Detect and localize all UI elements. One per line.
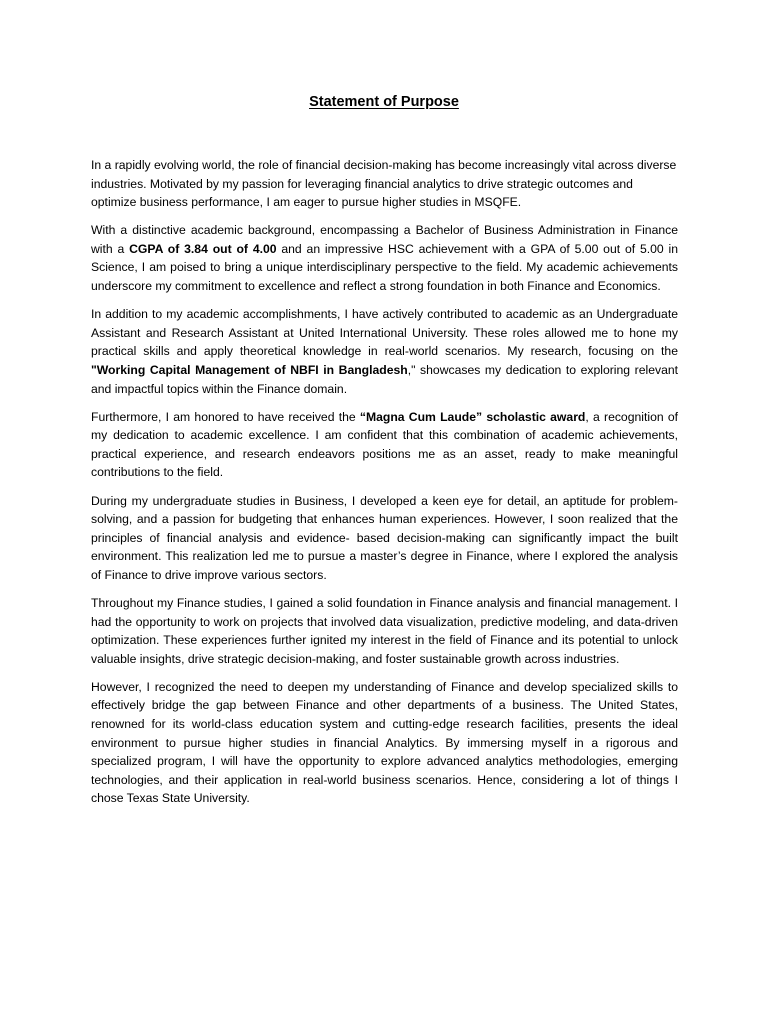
paragraph-award [91, 408, 678, 482]
paragraph-academic-background [91, 221, 678, 295]
paragraph-intro-text: In a rapidly evolving world, the role of financial decision-making has become increasingly vital across diverse industries. Motivated by my passion for leveraging financial analytics to drive strategic outcomes and optimize business performance, I am eager to pursue higher studies in MSQFE. [91, 158, 677, 210]
paragraph-research [91, 305, 678, 398]
paragraph-intro [91, 156, 678, 212]
paragraph-academic-background-text-a: With a distinctive academic background, encompassing a Bachelor of Business Administration in Finance with a [91, 223, 678, 256]
paragraph-award-text-a: Furthermore, I am honored to have received the [91, 409, 360, 424]
award-highlight: “Magna Cum Laude” scholastic award [359, 409, 586, 424]
research-title-highlight: "Working Capital Management of NBFI in Bangladesh [91, 362, 408, 377]
paragraph-conclusion-text: However, I recognized the need to deepen my understanding of Finance and develop specialized skills to effectively bridge the gap between Finance and other departments of a business. The United States, renowned for its world-class education system and cutting-edge research facilities, presents the ideal environment to pursue higher studies in financial Analytics. By immersing myself in a rigorous and specialized program, I will have the opportunity to explore advanced analytics methodologies, emerging technologies, and their application in real-world business scenarios. Hence, considering a lot of things I chose Texas State University. [91, 679, 678, 806]
paragraph-research-text-c: ," showcases my dedication to exploring relevant and impactful topics within the Finance domain. [91, 362, 679, 396]
document-title-text: Statement of Purpose [309, 94, 459, 110]
paragraph-research-text-a: In addition to my academic accomplishments, I have actively contributed to academic as an Undergraduate Assistant and Research Assistant at United International University. These roles allowed me to hone my practical skills and apply theoretical knowledge in real-world scenarios. My research, focusing on the [91, 307, 678, 359]
paragraph-conclusion [91, 678, 678, 808]
document-body [91, 156, 678, 818]
cgpa-highlight: CGPA of 3.84 out of 4.00 [129, 241, 277, 256]
paragraph-finance-studies-text: Throughout my Finance studies, I gained a solid foundation in Finance analysis and financial management. I had the opportunity to work on projects that involved data visualization, predictive modeling, and data-driven optimization. These experiences further ignited my interest in the field of Finance and its potential to unlock valuable insights, drive strategic decision-making, and foster sustainable growth across industries. [91, 595, 678, 666]
paragraph-award-text-c: , a recognition of my dedication to academic excellence. I am confident that this combination of academic achievements, practical experience, and research endeavors positions me as an asset, ready to make meaningful contributions to the field. [91, 409, 679, 480]
paragraph-finance-studies [91, 594, 678, 668]
paragraph-academic-background-text-c: and an impressive HSC achievement with a GPA of 5.00 out of 5.00 in Science, I am poised to bring a unique interdisciplinary perspective to the field. My academic achievements underscore my commitment to excellence and reflect a strong foundation in both Finance and Economics. [91, 241, 678, 294]
paragraph-undergraduate [91, 492, 678, 585]
paragraph-undergraduate-text: During my undergraduate studies in Business, I developed a keen eye for detail, an aptitude for problem-solving, and a passion for budgeting that enhances human experiences. However, I soon realized that the principles of financial analysis and evidence- based decision-making can significantly impact the built environment. This realization led me to pursue a master’s degree in Finance, where I explored the analysis of Finance to drive improve various sectors. [91, 493, 678, 582]
document-title [0, 94, 768, 110]
